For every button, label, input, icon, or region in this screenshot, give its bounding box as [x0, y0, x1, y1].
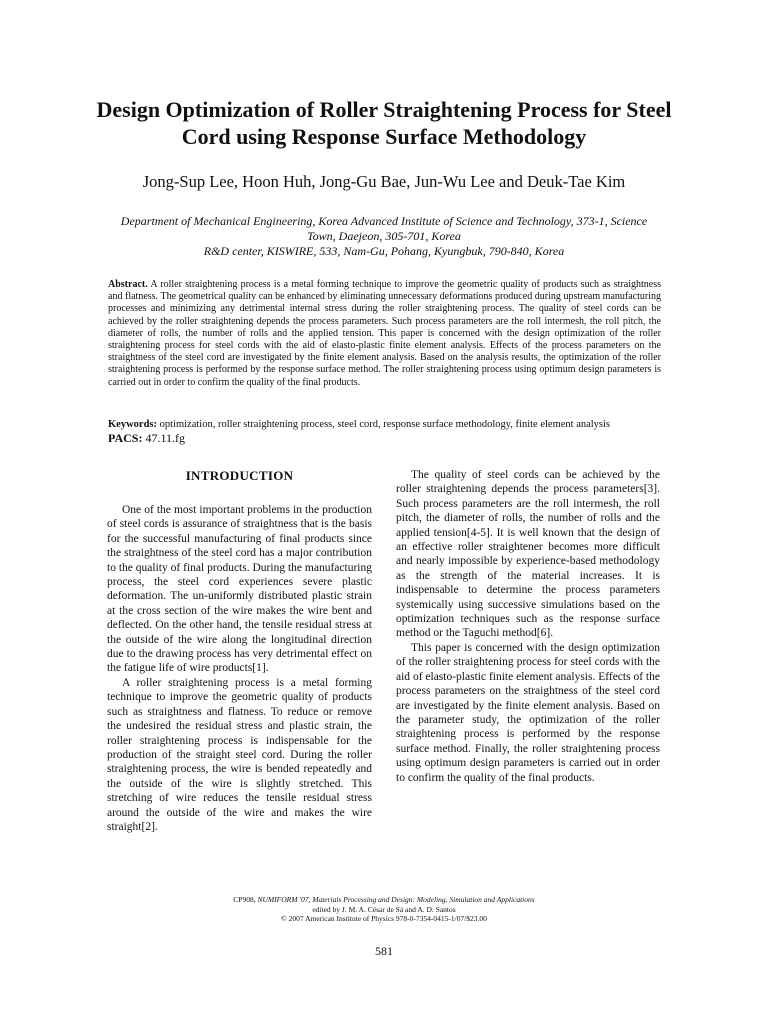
abstract-label: Abstract.	[108, 279, 148, 290]
body-paragraph: The quality of steel cords can be achieved by the roller straightening depends the process parameters[3]. Such process parameters are the roll intermesh, the roll pitch, the diameter of rolls, the number of rolls and the applied tension[4-5]. It is well known that the design of an effective roller straightener becomes more difficult and nearly impossible by experience-based methodology as the strength of the material increases. It is indispensable to determine the process parameters systemically using successive simulations based on the optimization techniques such as the response surface method or the Taguchi method[6].	[396, 469, 660, 640]
footer-line: © 2007 American Institute of Physics 978-0-7354-0415-1/07/$23.00	[281, 914, 487, 923]
left-column	[107, 468, 372, 834]
affiliations	[100, 214, 668, 259]
affiliation-line: R&D center, KISWIRE, 533, Nam-Gu, Pohang, Kyungbuk, 790-840, Korea	[203, 244, 565, 258]
proceedings-title: NUMIFORM '07, Materials Processing and Design: Modeling, Simulation and Applications	[257, 895, 535, 904]
footer-line: CP908, NUMIFORM '07, Materials Processing and Design: Modeling, Simulation and Applications	[233, 895, 535, 904]
body-paragraph: A roller straightening process is a metal forming technique to improve the geometric quality of products such as straightness and flatness. To reduce or remove the undesired the residual stress and plastic strain, the roller straightening process is indispensable for the production of the straight steel cord. During the roller straightening process, the wire is bended repeatedly and the outside of the wire is slightly stretched. This stretching of wire reduces the tensile residual stress around the outside of the wire and makes the wire straight[2].	[107, 676, 372, 833]
pacs-text: 47.11.fg	[145, 431, 186, 445]
abstract	[108, 279, 661, 389]
keywords	[108, 418, 661, 431]
footer-citation	[120, 895, 648, 924]
body-paragraph: One of the most important problems in the production of steel cords is assurance of straightness that is the basis for the successful manufacturing of final products since the straightness of the steel cord has a major contribution to the quality of final products. During the manufacturing process, the steel cord experiences severe plastic deformation. The un-uniformly distributed plastic strain at the cross section of the wire makes the wire bent and deflected. On the other hand, the tensile residual stress at the outside of the wire along the longitudinal direction due to the drawing process has very detrimental effect on the fatigue life of wire products[1].	[107, 504, 372, 675]
affiliation-line: Department of Mechanical Engineering, Korea Advanced Institute of Science and Technology, 373-1, Science	[120, 214, 648, 228]
affiliation-line: Town, Daejeon, 305-701, Korea	[307, 229, 461, 243]
pacs-label: PACS:	[108, 431, 143, 445]
author-list: Jong-Sup Lee, Hoon Huh, Jong-Gu Bae, Jun-Wu Lee and Deuk-Tae Kim	[142, 172, 626, 191]
keywords-text: optimization, roller straightening process, steel cord, response surface methodology, finite element analysis	[159, 419, 611, 430]
page-number: 581	[375, 944, 393, 958]
paper-title: Design Optimization of Roller Straightening Process for Steel Cord using Response Surface Methodology	[96, 97, 672, 149]
pacs	[108, 431, 185, 445]
abstract-text: A roller straightening process is a metal forming technique to improve the geometric quality of products such as straightness and flatness. The geometrical quality can be enhanced by eliminating unnecessary deformations produced during upstream manufacturing processes and minimizing any detrimental internal stress during the roller straightening process. The quality of steel cords can be achieved by the roller straightening depends the process parameters. Such process parameters are the roll intermesh, the roll pitch, the diameter of rolls, the number of rolls and the applied tension. This paper is concerned with the design optimization of the roller straightening process for steel cords with the aid of elasto-plastic finite element analysis. Effects of the process parameters on the straightness of the steel cord are investigated by the finite element analysis. Based on the analysis results, the optimization of the roller straightening process is performed by the response surface method. The roller straightening process using optimum design parameters is carried out in order to confirm the quality of the final products.	[108, 279, 661, 388]
right-column	[396, 468, 660, 785]
keywords-label: Keywords:	[108, 419, 157, 430]
body-paragraph: This paper is concerned with the design optimization of the roller straightening process for steel cords with the aid of elasto-plastic finite element analysis. Effects of the process parameters on the straightness of the steel cord are investigated by the finite element analysis. Based on the parameter study, the optimization of the roller straightening process is performed by the response surface method. Finally, the roller straightening process using optimum design parameters is carried out in order to confirm the quality of the final products.	[396, 641, 660, 784]
footer-line: edited by J. M. A. César de Sá and A. D. Santos	[312, 904, 456, 914]
section-heading: INTRODUCTION	[185, 468, 294, 483]
